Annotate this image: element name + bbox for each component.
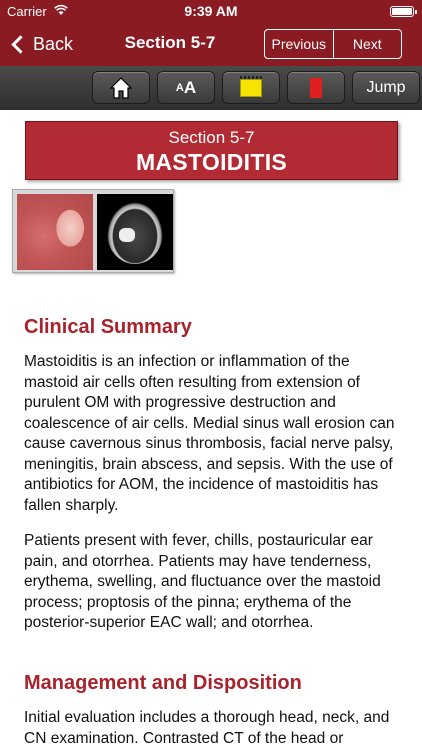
image-thumbnails: [12, 189, 174, 273]
previous-button[interactable]: Previous: [271, 36, 326, 52]
notes-button[interactable]: [222, 71, 280, 104]
management-heading: Management and Disposition: [24, 672, 302, 694]
home-icon: [109, 76, 133, 100]
section-title: MASTOIDITIS: [135, 149, 288, 175]
ct-skull-shape: [107, 202, 163, 264]
jump-button[interactable]: Jump: [352, 71, 420, 104]
status-bar: [0, 0, 422, 22]
back-button[interactable]: [8, 31, 73, 57]
prev-next-control: [264, 29, 402, 59]
chevron-left-icon: [11, 35, 29, 53]
text-size-large: A: [183, 77, 197, 97]
bookmark-button[interactable]: [287, 71, 345, 104]
toolbar: [0, 66, 422, 110]
section-number: Section 5-7: [168, 128, 255, 147]
clinical-summary-paragraph-2: Patients present with fever, chills, postauricular ear pain, and otorrhea. Patients may have tenderness, erythema, swelling, and fluctuance over the mastoid process; proptosis of the pinna; erythema of the posterior-superior EAC wall; and otorrhea.: [24, 532, 381, 631]
management-paragraph-1: Initial evaluation includes a thorough head, neck, and CN examination. Contrasted CT of the head or: [24, 709, 390, 747]
next-button[interactable]: Next: [333, 30, 402, 58]
ear-photo-thumbnail[interactable]: [17, 194, 93, 270]
clinical-summary-heading: Clinical Summary: [24, 316, 192, 338]
clinical-summary-paragraph-1: Mastoiditis is an infection or inflammation of the mastoid air cells often resulting from extension of purulent OM with progressive destruction and coalescence of air cells. Medial sinus wall erosion can cause cavernous sinus thrombosis, facial nerve palsy, meningitis, brain abscess, and sepsis. With the use of antibiotics for AOM, the incidence of mastoiditis has fallen sharply.: [24, 353, 395, 514]
ct-scan-thumbnail[interactable]: [97, 194, 173, 270]
status-time: 9:39 AM: [184, 3, 238, 19]
text-size-small: A: [175, 81, 184, 94]
text-size-button[interactable]: [157, 71, 215, 104]
bookmark-icon: [310, 78, 322, 98]
ct-bright-region: [119, 228, 135, 242]
nav-title: Section 5-7: [124, 33, 216, 52]
section-header: [25, 121, 398, 180]
navigation-bar: [0, 22, 422, 66]
battery-icon: [390, 6, 414, 17]
carrier-label: Carrier: [7, 4, 47, 19]
back-label: Back: [33, 33, 74, 54]
notepad-icon: [240, 79, 262, 97]
home-button[interactable]: [92, 71, 150, 104]
